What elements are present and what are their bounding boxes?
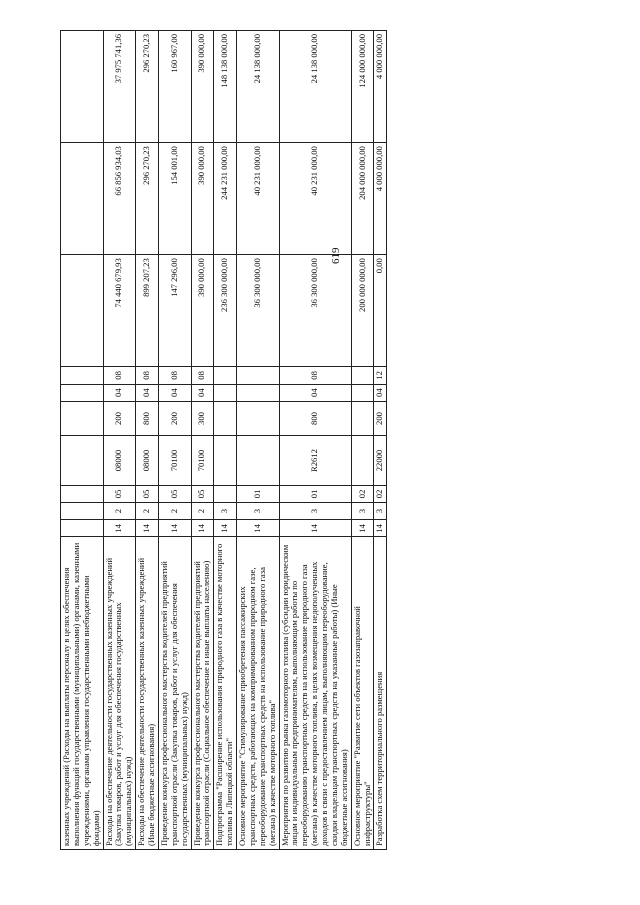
code-cell: 08: [103, 367, 136, 384]
code-cell: [61, 520, 104, 537]
code-cell: [351, 436, 374, 486]
code-cell: 3: [374, 503, 387, 520]
code-cell: [351, 401, 374, 435]
amount-cell: 74 440 679,93: [103, 255, 136, 367]
table-row: [374, 31, 387, 850]
code-cell: R2612: [279, 436, 351, 486]
amount-cell: 899 207,23: [136, 255, 159, 367]
amount-cell: 24 138 000,00: [237, 31, 280, 143]
amount-cell: 244 231 000,00: [214, 143, 237, 255]
code-cell: 3: [279, 503, 351, 520]
table-row: [136, 31, 159, 850]
code-cell: 12: [374, 367, 387, 384]
row-name-cell: казенных учреждений (Расходы на выплаты персоналу в целях обеспечения выполнения функций государственными (муниципальными) органами, казенными учреждениями, органами управления государственными внебюджетными фондами): [61, 537, 104, 850]
table-row: [191, 31, 214, 850]
code-cell: 04: [374, 384, 387, 401]
row-name-cell: Основное мероприятие "Развитие сети объектов газозаправочной инфраструктуры": [351, 537, 374, 850]
code-cell: [237, 384, 280, 401]
row-name-cell: Разработка схем территориального размещения: [374, 537, 387, 850]
page-number: 619: [330, 247, 342, 264]
amount-cell: 236 300 000,00: [214, 255, 237, 367]
code-cell: [214, 485, 237, 502]
table-row: [103, 31, 136, 850]
code-cell: 02: [374, 485, 387, 502]
table-row: [237, 31, 280, 850]
amount-cell: 147 296,00: [158, 255, 191, 367]
code-cell: 14: [136, 520, 159, 537]
amount-cell: 154 001,00: [158, 143, 191, 255]
code-cell: 04: [103, 384, 136, 401]
code-cell: 3: [214, 503, 237, 520]
code-cell: 08: [136, 367, 159, 384]
code-cell: 200: [158, 401, 191, 435]
code-cell: 14: [237, 520, 280, 537]
table-row: [351, 31, 374, 850]
code-cell: 14: [374, 520, 387, 537]
code-cell: 200: [103, 401, 136, 435]
code-cell: 08: [191, 367, 214, 384]
code-cell: 800: [136, 401, 159, 435]
amount-cell: 4 000 000,00: [374, 31, 387, 143]
budget-table: [60, 30, 387, 850]
code-cell: 800: [279, 401, 351, 435]
code-cell: [61, 485, 104, 502]
code-cell: [351, 384, 374, 401]
code-cell: 14: [103, 520, 136, 537]
amount-cell: 0,00: [374, 255, 387, 367]
amount-cell: [61, 31, 104, 143]
amount-cell: 296 270,23: [136, 143, 159, 255]
code-cell: [61, 401, 104, 435]
amount-cell: 24 138 000,00: [279, 31, 351, 143]
amount-cell: 124 000 000,00: [351, 31, 374, 143]
code-cell: 08000: [136, 436, 159, 486]
code-cell: 01: [237, 485, 280, 502]
rotated-table-region: [60, 30, 590, 850]
amount-cell: 148 138 000,00: [214, 31, 237, 143]
amount-cell: 37 975 741,36: [103, 31, 136, 143]
code-cell: 02: [351, 485, 374, 502]
code-cell: [61, 436, 104, 486]
code-cell: 04: [136, 384, 159, 401]
budget-table-body: [61, 31, 387, 850]
amount-cell: 160 967,00: [158, 31, 191, 143]
code-cell: 2: [158, 503, 191, 520]
table-row: [279, 31, 351, 850]
row-name-cell: Подпрограмма "Расширение использования природного газа в качестве моторного топлива в Липецкой области": [214, 537, 237, 850]
code-cell: 01: [279, 485, 351, 502]
code-cell: [351, 367, 374, 384]
code-cell: 05: [103, 485, 136, 502]
code-cell: 2: [103, 503, 136, 520]
code-cell: 08: [158, 367, 191, 384]
row-name-cell: Проведение конкурса профессионального мастерства водителей предприятий транспортной отрасли (Социальное обеспечение и иные выплаты населению): [191, 537, 214, 850]
amount-cell: [61, 255, 104, 367]
code-cell: 2: [136, 503, 159, 520]
code-cell: 04: [158, 384, 191, 401]
amount-cell: 40 231 000,00: [279, 143, 351, 255]
code-cell: [214, 436, 237, 486]
code-cell: 3: [237, 503, 280, 520]
code-cell: 14: [158, 520, 191, 537]
code-cell: [237, 367, 280, 384]
amount-cell: 390 000,00: [191, 143, 214, 255]
code-cell: [237, 401, 280, 435]
code-cell: [214, 401, 237, 435]
amount-cell: 200 000 000,00: [351, 255, 374, 367]
code-cell: [237, 436, 280, 486]
amount-cell: 36 300 000,00: [237, 255, 280, 367]
row-name-cell: Расходы на обеспечение деятельности государственных казенных учреждений (Иные бюджетные ассигнования): [136, 537, 159, 850]
code-cell: 14: [214, 520, 237, 537]
code-cell: 08000: [103, 436, 136, 486]
code-cell: 200: [374, 401, 387, 435]
table-row: [61, 31, 104, 850]
amount-cell: 204 000 000,00: [351, 143, 374, 255]
code-cell: 70100: [158, 436, 191, 486]
code-cell: 70100: [191, 436, 214, 486]
code-cell: 14: [351, 520, 374, 537]
code-cell: 04: [279, 384, 351, 401]
code-cell: 300: [191, 401, 214, 435]
amount-cell: 4 000 000,00: [374, 143, 387, 255]
code-cell: 04: [191, 384, 214, 401]
table-row: [158, 31, 191, 850]
amount-cell: 36 300 000,00: [279, 255, 351, 367]
code-cell: [61, 384, 104, 401]
row-name-cell: Проведение конкурса профессионального мастерства водителей предприятий транспортной отрасли (Закупка товаров, работ и услуг для обеспечения государственных (муниципальных) нужд): [158, 537, 191, 850]
amount-cell: 390 000,00: [191, 255, 214, 367]
code-cell: [61, 503, 104, 520]
code-cell: 08: [279, 367, 351, 384]
code-cell: [214, 367, 237, 384]
code-cell: 05: [191, 485, 214, 502]
table-row: [214, 31, 237, 850]
code-cell: [214, 384, 237, 401]
row-name-cell: Мероприятия по развитию рынка газомоторного топлива (субсидии юридическим лицам и индивидуальным предпринимателям, выполняющим работы по переоборудованию транспортных средств на использование природного газа (метана) в качестве моторного топлива, в целях возмещения недополученных доходов в связи с предоставлением лицам, выполняющим переоборудование, скидки владельцам транспортных средств на указанные работы) (Иные бюджетные ассигнования): [279, 537, 351, 850]
amount-cell: 66 856 934,03: [103, 143, 136, 255]
code-cell: [61, 367, 104, 384]
code-cell: 3: [351, 503, 374, 520]
code-cell: 2: [191, 503, 214, 520]
row-name-cell: Расходы на обеспечение деятельности государственных казенных учреждений (Закупка товаров, работ и услуг для обеспечения государственных (муниципальных) нужд): [103, 537, 136, 850]
code-cell: 22000: [374, 436, 387, 486]
code-cell: 05: [136, 485, 159, 502]
amount-cell: 296 270,23: [136, 31, 159, 143]
code-cell: 14: [279, 520, 351, 537]
code-cell: 14: [191, 520, 214, 537]
amount-cell: 40 231 000,00: [237, 143, 280, 255]
amount-cell: 390 000,00: [191, 31, 214, 143]
row-name-cell: Основное мероприятие "Стимулирование приобретения пассажирских транспортных средств, работающих на компримированном природном газе, переоборудование транспортных средств на использование природного газа (метана) в качестве моторного топлива": [237, 537, 280, 850]
amount-cell: [61, 143, 104, 255]
code-cell: 05: [158, 485, 191, 502]
